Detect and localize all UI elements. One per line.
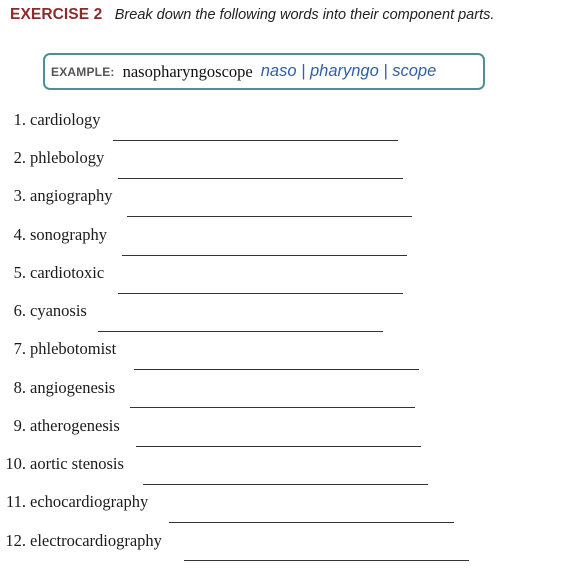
item-number: 6. — [13, 301, 26, 320]
answer-line[interactable] — [136, 446, 421, 447]
example-box — [43, 53, 485, 90]
item-word: cyanosis — [30, 301, 87, 320]
answer-line[interactable] — [98, 331, 383, 332]
exercise-instruction: Break down the following words into their component parts. — [114, 7, 495, 23]
item-number: 4. — [13, 225, 26, 244]
item-word: phlebotomist — [30, 339, 117, 358]
answer-line[interactable] — [143, 484, 428, 485]
answer-line[interactable] — [127, 216, 412, 217]
item-number: 9. — [13, 416, 26, 435]
answer-line[interactable] — [134, 369, 419, 370]
answer-line[interactable] — [122, 255, 407, 256]
item-word: aortic stenosis — [30, 454, 124, 473]
answer-line[interactable] — [130, 407, 415, 408]
exercise-header — [10, 6, 494, 24]
exercise-item-11 — [0, 492, 574, 528]
item-number: 2. — [13, 148, 26, 167]
example-word: nasopharyngoscope — [122, 61, 253, 81]
answer-line[interactable] — [118, 178, 403, 179]
item-number: 12. — [5, 531, 26, 550]
exercise-item-4 — [0, 225, 574, 261]
item-word: echocardiography — [30, 492, 149, 511]
exercise-item-1 — [0, 110, 574, 146]
item-number: 1. — [13, 110, 26, 129]
item-word: atherogenesis — [30, 416, 120, 435]
item-word: angiography — [30, 186, 113, 205]
exercise-item-5 — [0, 263, 574, 299]
exercise-item-6 — [0, 301, 574, 337]
exercise-item-8 — [0, 378, 574, 414]
item-word: phlebology — [30, 148, 105, 167]
exercise-item-10 — [0, 454, 574, 490]
item-word: electrocardiography — [30, 531, 162, 550]
exercise-item-7 — [0, 339, 574, 375]
answer-line[interactable] — [169, 522, 454, 523]
item-number: 8. — [13, 378, 26, 397]
example-tag: EXAMPLE: — [51, 64, 115, 79]
exercise-item-9 — [0, 416, 574, 452]
exercise-item-3 — [0, 186, 574, 222]
example-answer: naso | pharyngo | scope — [260, 62, 437, 80]
exercise-item-2 — [0, 148, 574, 184]
answer-line[interactable] — [184, 560, 469, 561]
item-word: sonography — [30, 225, 107, 244]
item-number: 10. — [5, 454, 26, 473]
answer-line[interactable] — [113, 140, 398, 141]
item-word: angiogenesis — [30, 378, 116, 397]
item-word: cardiology — [30, 110, 101, 129]
exercise-label: EXERCISE 2 — [10, 6, 103, 23]
item-word: cardiotoxic — [30, 263, 105, 282]
item-number: 3. — [13, 186, 26, 205]
exercise-item-12 — [0, 531, 574, 567]
item-number: 7. — [13, 339, 26, 358]
answer-line[interactable] — [118, 293, 403, 294]
item-number: 5. — [13, 263, 26, 282]
item-number: 11. — [5, 492, 26, 511]
